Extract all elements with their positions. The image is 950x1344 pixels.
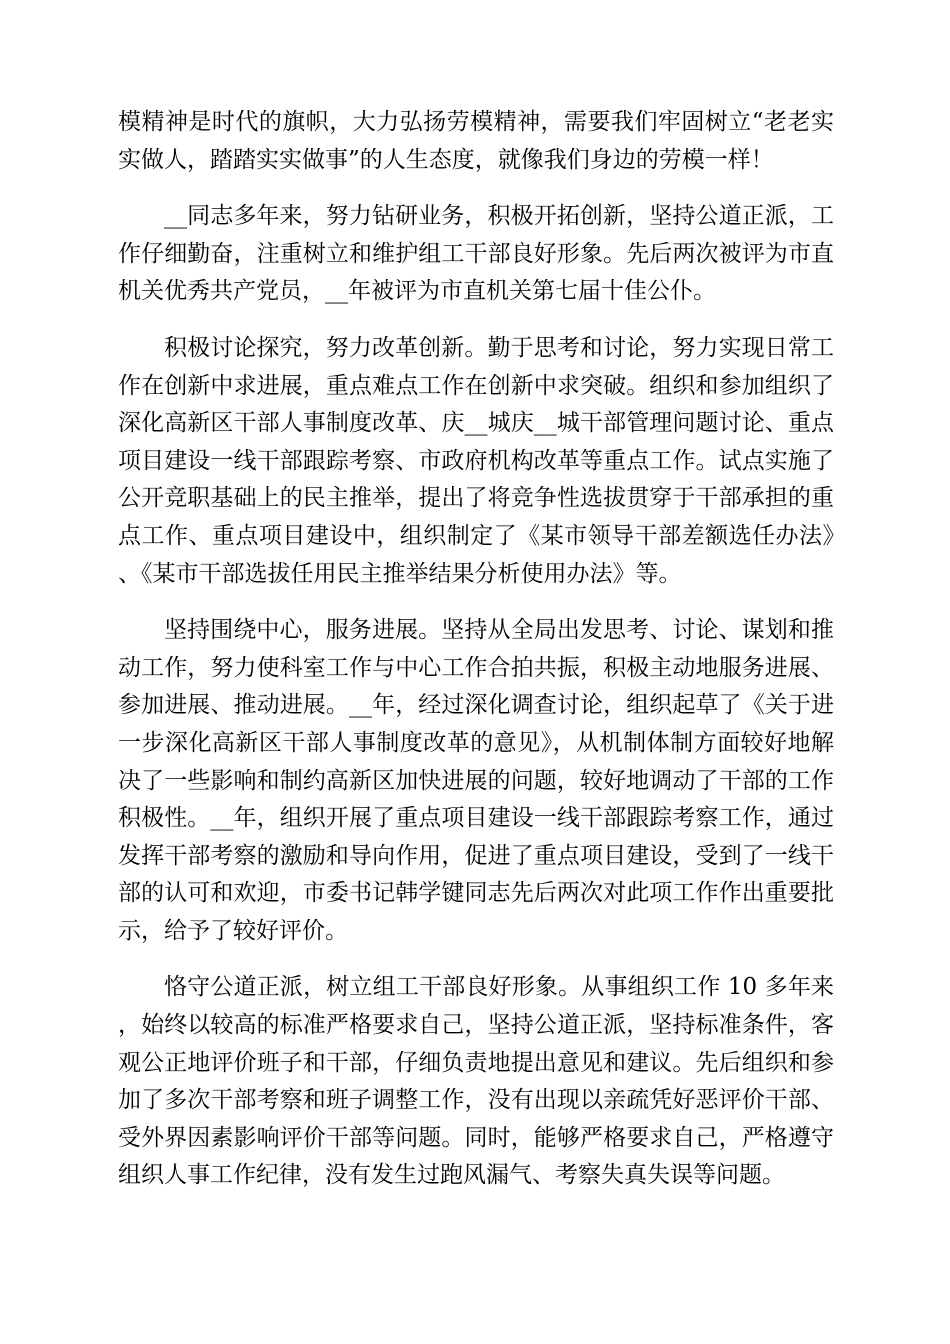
paragraph-innovation: 积极讨论探究，努力改革创新。勤于思考和讨论，努力实现日常工作在创新中求进展，重点难点工作在创新中求突破。组织和参加组织了深化高新区干部人事制度改革、庆__城庆__城干部管理问题讨论、重点项目建设一线干部跟踪考察、市政府机构改革等重点工作。试点实施了公开竞职基础上的民主推举，提出了将竞争性选拔贯穿于干部承担的重点工作、重点项目建设中，组织制定了《某市领导干部差额选任办法》、《某市干部选拔任用民主推举结果分析使用办法》等。 <box>118 334 834 587</box>
paragraph-comrade-intro: __同志多年来，努力钻研业务，积极开拓创新，坚持公道正派，工作仔细勤奋，注重树立和维护组工干部良好形象。先后两次被评为市直机关优秀共产党员，__年被评为市直机关第七届十佳公仆。 <box>118 203 834 305</box>
paragraph-service-development: 坚持围绕中心，服务进展。坚持从全局出发思考、讨论、谋划和推动工作，努力使科室工作与中心工作合拍共振，积极主动地服务进展、参加进展、推动进展。__年，经过深化调查讨论，组织起草了《关于进一步深化高新区干部人事制度改革的意见》，从机制体制方面较好地解决了一些影响和制约高新区加快进展的问题，较好地调动了干部的工作积极性。__年，组织开展了重点项目建设一线干部跟踪考察工作，通过发挥干部考察的激励和导向作用，促进了重点项目建设，受到了一线干部的认可和欢迎，市委书记韩学键同志先后两次对此项工作作出重要批示，给予了较好评价。 <box>118 617 834 944</box>
document-body <box>118 104 834 1214</box>
paragraph-continuation: 模精神是时代的旗帜，大力弘扬劳模精神，需要我们牢固树立“老老实实做人，踏踏实实做事”的人生态度，就像我们身边的劳模一样！ <box>118 109 834 173</box>
paragraph-integrity: 恪守公道正派，树立组工干部良好形象。从事组织工作 10 多年来，始终以较高的标准严格要求自己，坚持公道正派，坚持标准条件，客观公正地评价班子和干部，仔细负责地提出意见和建议。先后组织和参加了多次干部考察和班子调整工作，没有出现以亲疏凭好恶评价干部、受外界因素影响评价干部等问题。同时，能够严格要求自己，严格遵守组织人事工作纪律，没有发生过跑风漏气、考察失真失误等问题。 <box>118 974 834 1189</box>
